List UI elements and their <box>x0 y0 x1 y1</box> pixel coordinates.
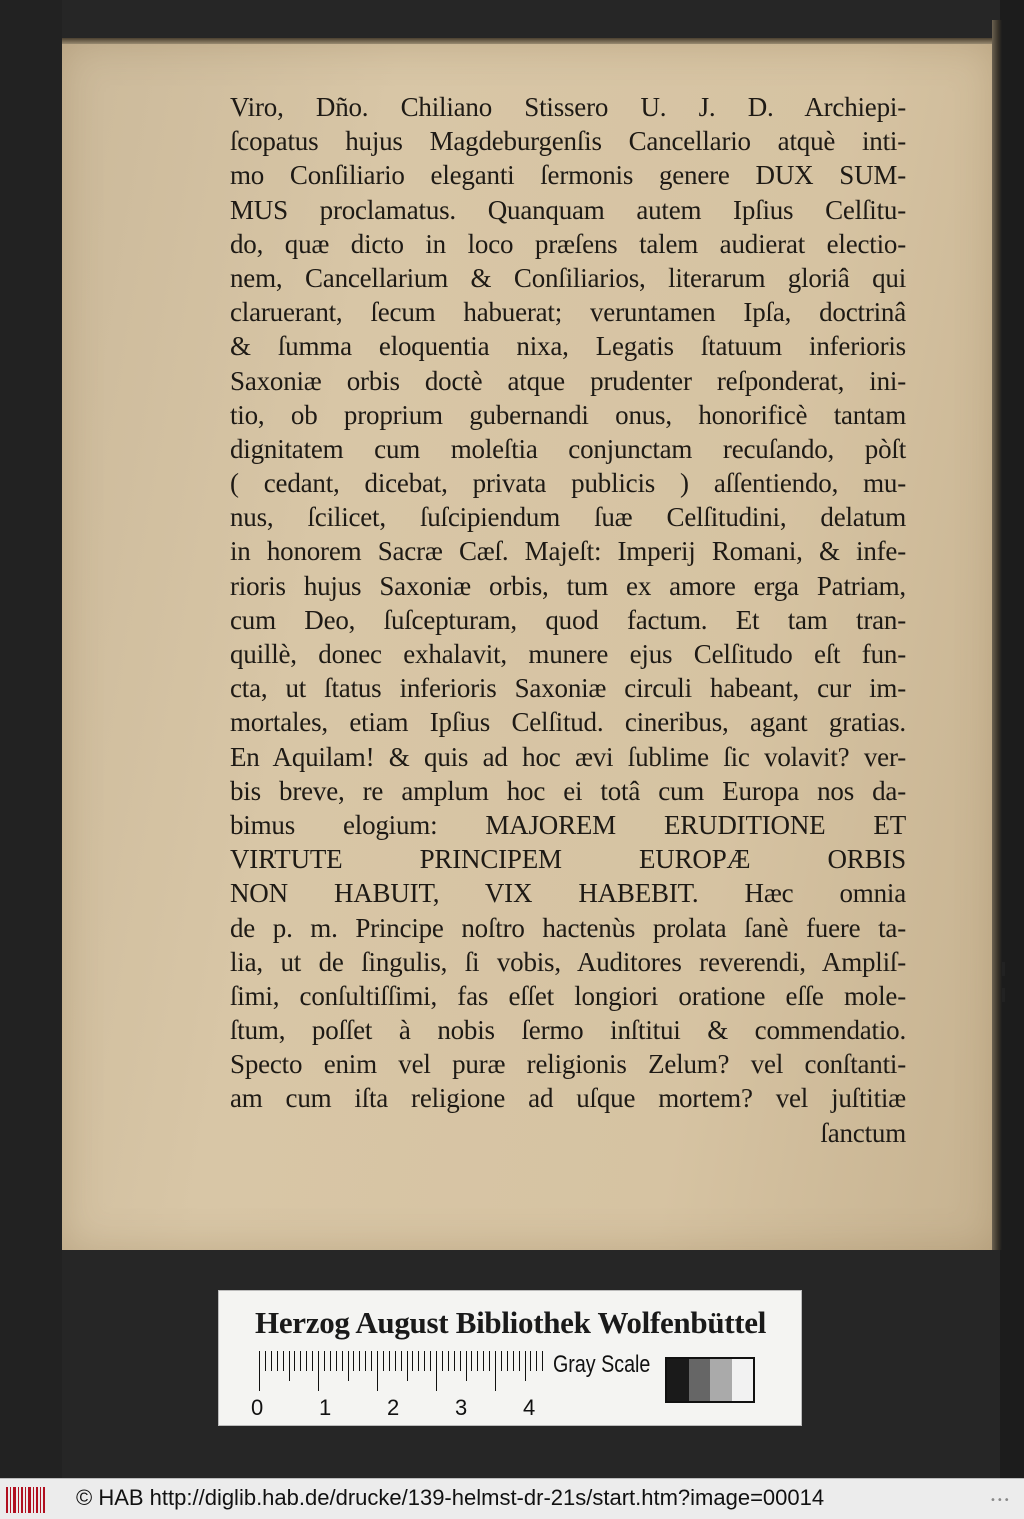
ruler-tick <box>536 1351 537 1371</box>
text-line: am cum iſta religione ad uſque mortem? vel juſtitiæ <box>230 1083 906 1114</box>
ruler-number: 2 <box>387 1395 400 1420</box>
logo-bar <box>6 1487 8 1513</box>
more-dots-icon[interactable]: ••• <box>990 1495 1011 1506</box>
text-line: nus, ſcilicet, ſuſcipiendum ſuæ Celſitudini, delatum <box>230 502 906 533</box>
ruler-tick <box>454 1351 455 1371</box>
gray-swatch <box>732 1359 754 1401</box>
ruler-tick <box>324 1351 325 1371</box>
hab-logo-icon <box>6 1487 46 1513</box>
ruler-tick <box>507 1351 508 1371</box>
text-line: Viro, Dño. Chiliano Stissero U. J. D. Archiepi- <box>230 92 906 122</box>
text-line: lia, ut de ſingulis, ſi vobis, Auditores reverendi, Ampliſ- <box>230 946 906 977</box>
scanner-bed-right <box>1000 0 1024 1478</box>
scanner-bed-left <box>0 0 62 1478</box>
logo-bar <box>36 1487 38 1513</box>
ruler-tick <box>271 1351 272 1371</box>
ruler-tick <box>442 1351 443 1371</box>
ruler-tick <box>383 1351 384 1371</box>
ruler-tick <box>389 1351 390 1371</box>
ruler-tick <box>277 1351 278 1371</box>
text-line: mo Conſiliario eleganti ſermonis genere DUX SUM- <box>230 160 906 191</box>
book-binding <box>992 20 1002 1250</box>
ruler-tick <box>460 1351 461 1371</box>
margin-mark <box>1002 962 1005 976</box>
ruler-tick <box>300 1351 301 1371</box>
ruler-tick <box>306 1351 307 1371</box>
ruler-tick <box>407 1351 408 1381</box>
text-line: ſcopatus hujus Magdeburgenſis Cancellario atquè inti- <box>230 126 906 157</box>
text-line: tio, ob proprium gubernandi onus, honorificè tantam <box>230 399 906 430</box>
logo-bar <box>13 1487 16 1513</box>
text-line: bis breve, re amplum hoc ei totâ cum Europa nos da- <box>230 775 906 806</box>
ruler-tick <box>495 1351 496 1391</box>
ruler-tick <box>330 1351 331 1371</box>
text-line: cta, ut ſtatus inferioris Saxoniæ circuli habeant, cur im- <box>230 673 906 704</box>
ruler-tick <box>353 1351 354 1371</box>
ruler-number: 3 <box>455 1395 468 1420</box>
text-line: VIRTUTE PRINCIPEM EUROPÆ ORBIS <box>230 844 906 875</box>
gray-swatch <box>667 1359 689 1401</box>
text-line: nem, Cancellarium & Conſiliarios, literarum gloriâ qui <box>230 262 906 293</box>
logo-bar <box>33 1487 34 1513</box>
text-line: Saxoniæ orbis doctè atque prudenter reſponderat, ini- <box>230 365 906 396</box>
ruler-tick <box>542 1351 543 1371</box>
text-line: mortales, etiam Ipſius Celſitud. cineribus, agant gratias. <box>230 707 906 738</box>
ruler-tick <box>430 1351 431 1371</box>
ruler-tick <box>259 1351 260 1391</box>
ruler-tick <box>483 1351 484 1371</box>
ruler-tick <box>477 1351 478 1371</box>
footer-url-text[interactable]: © HAB http://diglib.hab.de/drucke/139-helmst-dr-21s/start.htm?image=00014 <box>76 1485 825 1510</box>
footer-bar <box>0 1478 1024 1519</box>
text-line: & ſumma eloquentia nixa, Legatis ſtatuum inferioris <box>230 331 906 362</box>
ruler-tick <box>412 1351 413 1371</box>
text-line: NON HABUIT, VIX HABEBIT. Hæc omnia <box>230 878 906 909</box>
gray-swatch <box>689 1359 711 1401</box>
text-line: En Aquilam! & quis ad hoc ævi ſublime ſic volavit? ver- <box>230 741 906 772</box>
text-line: in honorem Sacræ Cæſ. Majeſt: Imperij Romani, & infe- <box>230 536 906 567</box>
margin-mark <box>1002 988 1005 1002</box>
logo-bar <box>28 1487 31 1513</box>
ruler-tick <box>365 1351 366 1371</box>
logo-bar <box>25 1487 26 1513</box>
logo-bar <box>43 1487 45 1513</box>
ruler-number: 0 <box>251 1395 264 1420</box>
ruler-tick <box>501 1351 502 1371</box>
ruler-tick <box>294 1351 295 1371</box>
logo-bar <box>18 1487 19 1513</box>
text-line: ( cedant, dicebat, privata publicis ) aſſentiendo, mu- <box>230 468 906 499</box>
ruler-tick <box>289 1351 290 1381</box>
ruler-tick <box>312 1351 313 1371</box>
text-line: do, quæ dicto in loco præſens talem audierat electio- <box>230 228 906 259</box>
ruler-tick <box>342 1351 343 1371</box>
text-line: quillè, donec exhalavit, munere ejus Celſitudo eſt fun- <box>230 639 906 669</box>
ruler-tick <box>513 1351 514 1371</box>
text-line: dignitatem cum moleſtia conjunctam recuſando, pòſt <box>230 433 906 464</box>
ruler-tick <box>471 1351 472 1371</box>
ruler-tick <box>525 1351 526 1381</box>
ruler-tick <box>371 1351 372 1371</box>
ruler-tick <box>348 1351 349 1381</box>
ruler-tick <box>448 1351 449 1371</box>
ruler-tick <box>466 1351 467 1381</box>
text-line: MUS proclamatus. Quanquam autem Ipſius Celſitu- <box>230 194 906 225</box>
ruler-number: 4 <box>523 1395 536 1420</box>
ruler-tick <box>265 1351 266 1371</box>
ruler-number: 1 <box>319 1395 332 1420</box>
ruler-tick <box>377 1351 378 1391</box>
text-line: ſtum, poſſet à nobis ſermo inſtitui & commendatio. <box>230 1015 906 1046</box>
gray-scale-swatch <box>665 1357 755 1403</box>
text-line: cum Deo, ſuſcepturam, quod factum. Et tam tran- <box>230 604 906 635</box>
logo-bar <box>10 1487 11 1513</box>
logo-bar <box>40 1487 41 1513</box>
text-line: claruerant, ſecum habuerat; veruntamen Ipſa, doctrinâ <box>230 297 906 328</box>
ruler-scale <box>259 1351 549 1391</box>
ruler-tick <box>336 1351 337 1371</box>
page-text <box>230 90 906 1150</box>
ruler-tick <box>519 1351 520 1371</box>
ruler-tick <box>489 1351 490 1371</box>
text-line: bimus elogium: MAJOREM ERUDITIONE ET <box>230 809 906 840</box>
text-line: de p. m. Principe noſtro hactenùs prolata ſanè fuere ta- <box>230 912 906 943</box>
library-title: Herzog August Bibliothek Wolfenbüttel <box>255 1305 767 1340</box>
ruler-tick <box>395 1351 396 1371</box>
ruler-tick <box>424 1351 425 1371</box>
gray-swatch <box>710 1359 732 1401</box>
ruler-tick <box>401 1351 402 1371</box>
logo-bar <box>21 1487 23 1513</box>
text-line: Specto enim vel puræ religionis Zelum? vel conſtanti- <box>230 1049 906 1080</box>
ruler-tick <box>359 1351 360 1371</box>
text-line: ſanctum <box>820 1117 906 1148</box>
ruler-tick <box>283 1351 284 1371</box>
ruler-tick <box>318 1351 319 1391</box>
text-line: ſimi, conſultiſſimi, fas eſſet longiori oratione eſſe mole- <box>230 980 906 1011</box>
gray-scale-label: Gray Scale <box>553 1351 651 1378</box>
ruler-tick <box>436 1351 437 1391</box>
ruler-tick <box>530 1351 531 1371</box>
library-label <box>218 1290 802 1426</box>
text-line: rioris hujus Saxoniæ orbis, tum ex amore erga Patriam, <box>230 570 906 601</box>
ruler-tick <box>418 1351 419 1371</box>
